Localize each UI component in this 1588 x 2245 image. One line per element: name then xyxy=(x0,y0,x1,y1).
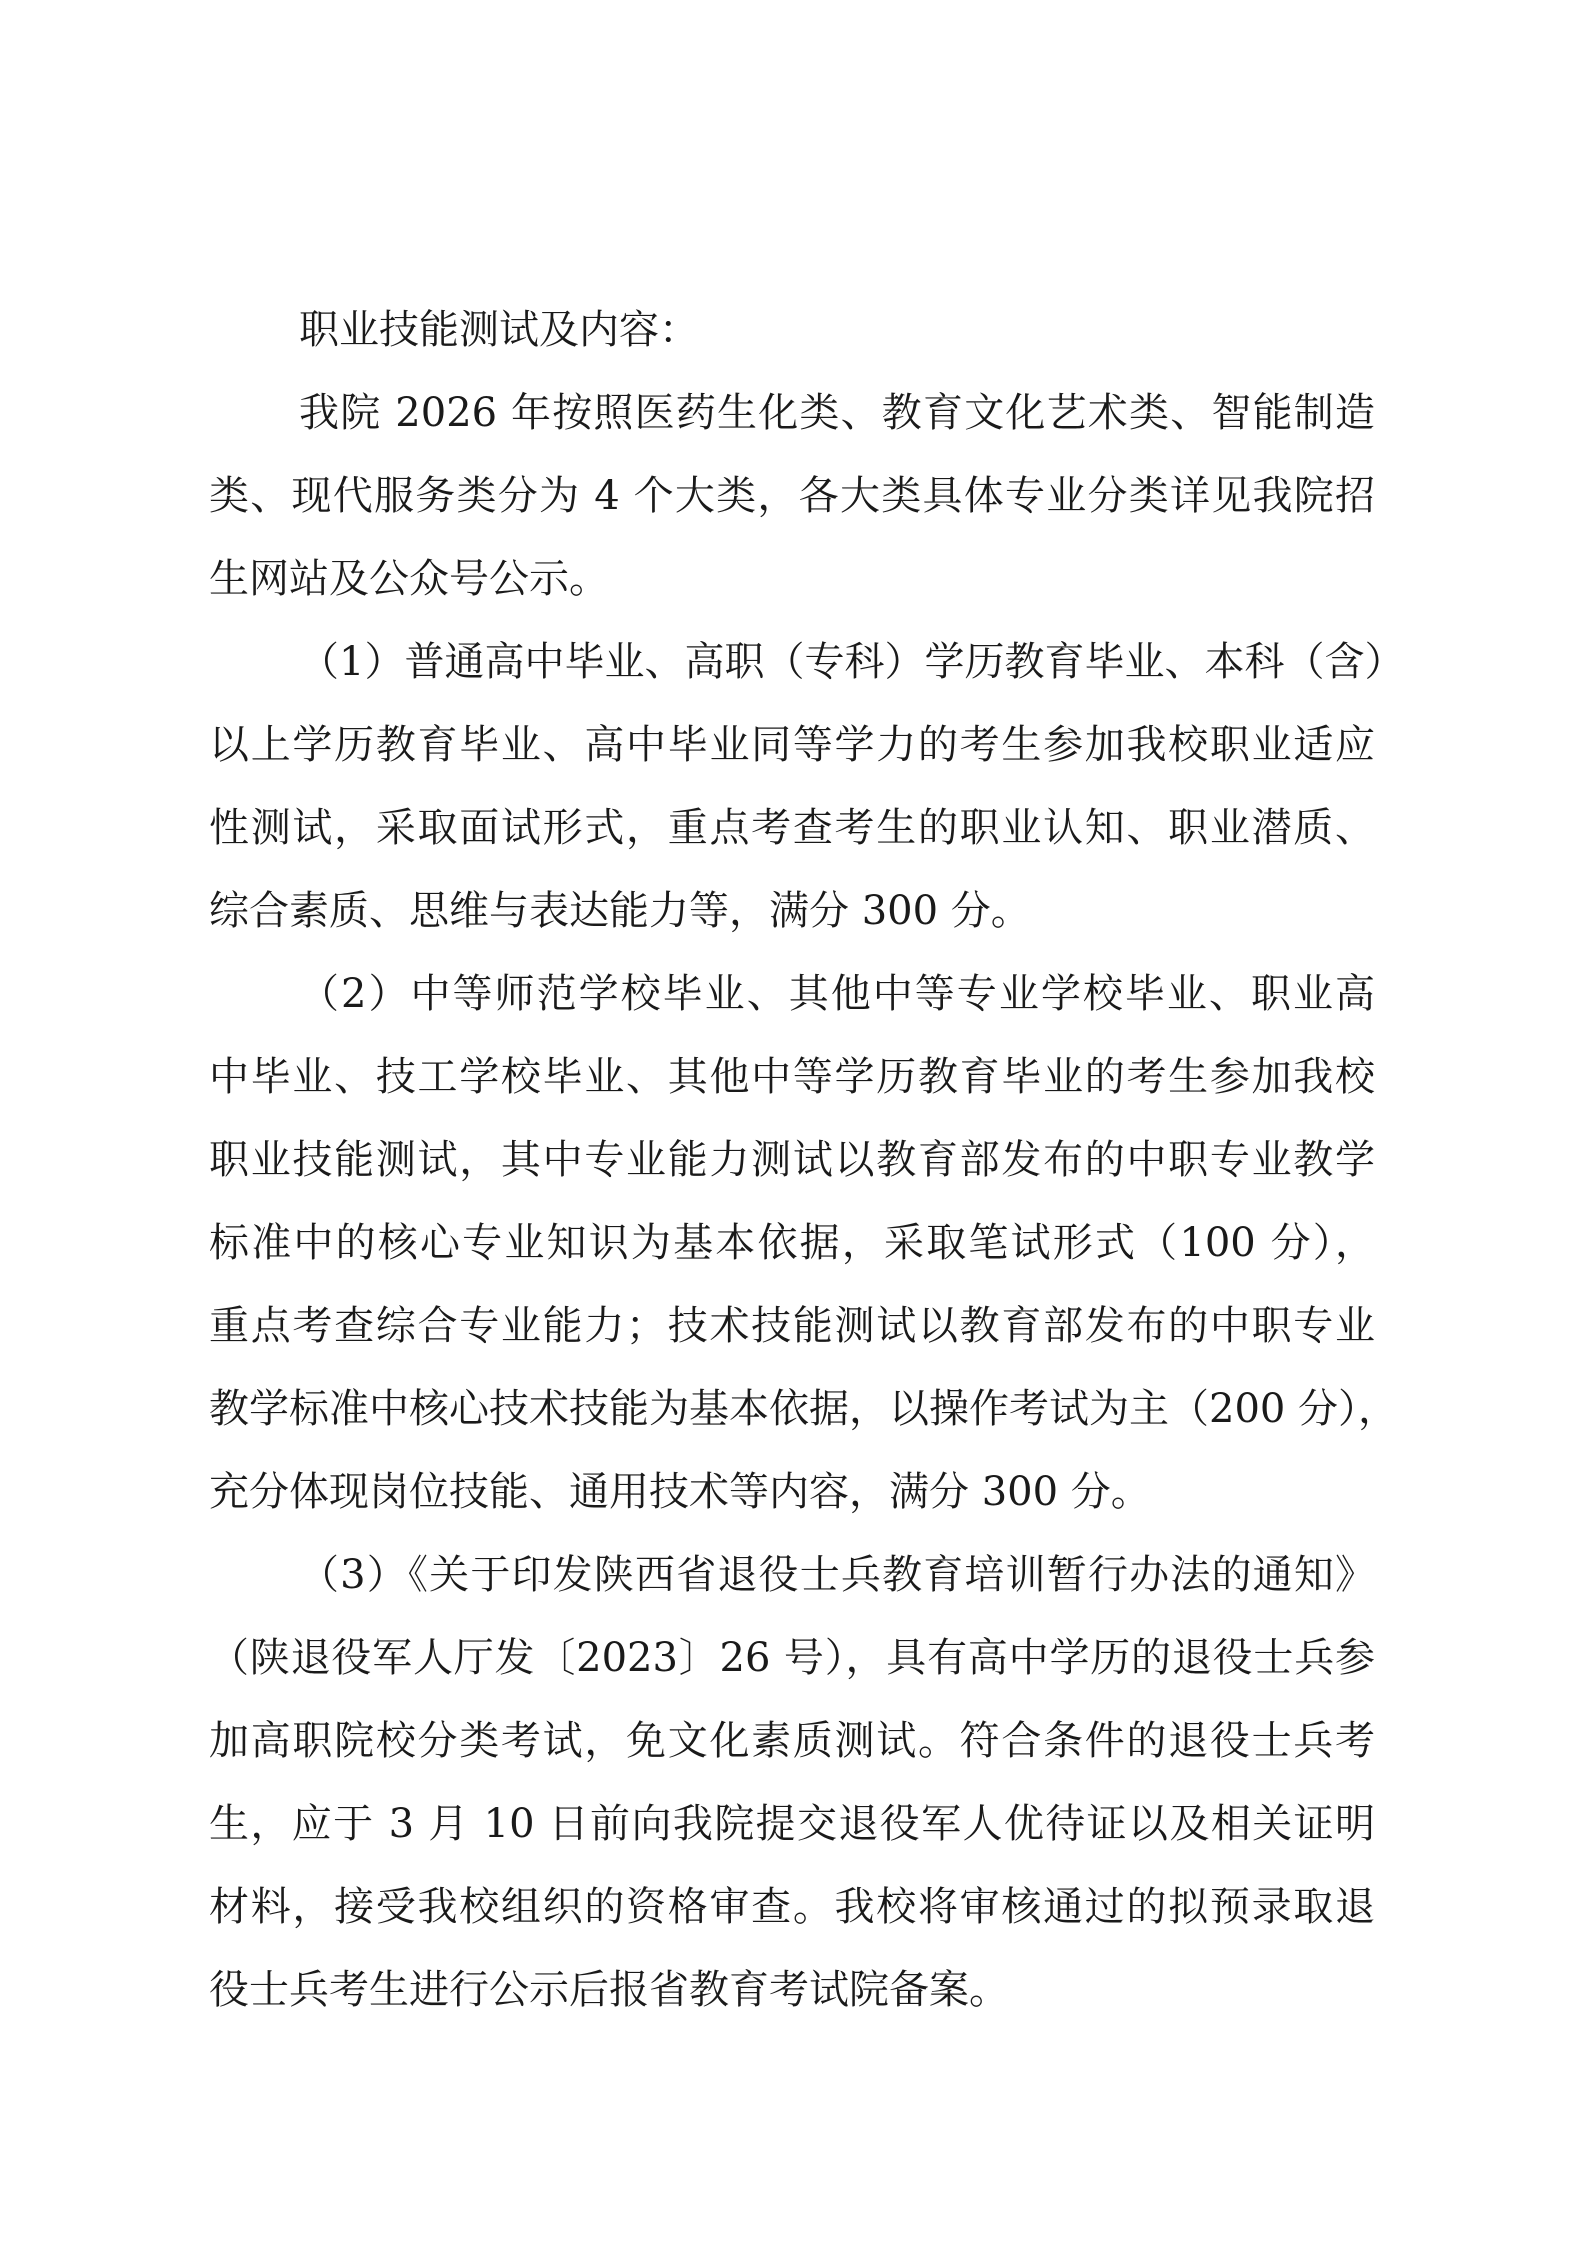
text-line: 加高职院校分类考试，免文化素质测试。符合条件的退役士兵考 xyxy=(209,1718,1375,1764)
paragraph-line xyxy=(0,1047,1588,1107)
text-line: 综合素质、思维与表达能力等，满分 300 分。 xyxy=(209,888,1031,934)
paragraph-line xyxy=(0,466,1588,526)
text-line: 生网站及公众号公示。 xyxy=(209,556,609,602)
paragraph-line xyxy=(0,1628,1588,1688)
paragraph-line xyxy=(0,964,1588,1024)
text-line: 性测试，采取面试形式，重点考查考生的职业认知、职业潜质、 xyxy=(209,805,1375,851)
text-line: 役士兵考生进行公示后报省教育考试院备案。 xyxy=(209,1967,1009,2013)
paragraph-line xyxy=(0,383,1588,443)
text-line: 材料，接受我校组织的资格审查。我校将审核通过的拟预录取退 xyxy=(209,1884,1375,1930)
text-line: 中毕业、技工学校毕业、其他中等学历教育毕业的考生参加我校 xyxy=(209,1054,1375,1100)
paragraph-line xyxy=(0,549,1588,609)
text-line: 职业技能测试及内容： xyxy=(299,307,699,353)
paragraph-line xyxy=(0,1794,1588,1854)
text-line: 以上学历教育毕业、高中毕业同等学力的考生参加我校职业适应 xyxy=(209,722,1375,768)
paragraph-line xyxy=(0,1545,1588,1605)
paragraph-line xyxy=(0,881,1588,941)
paragraph-line xyxy=(0,715,1588,775)
text-line: 重点考查综合专业能力；技术技能测试以教育部发布的中职专业 xyxy=(209,1303,1375,1349)
text-line: （1）普通高中毕业、高职（专科）学历教育毕业、本科（含） xyxy=(299,639,1405,685)
paragraph-line xyxy=(0,1379,1588,1439)
text-line: 我院 2026 年按照医药生化类、教育文化艺术类、智能制造 xyxy=(299,390,1375,436)
paragraph-line xyxy=(0,1213,1588,1273)
paragraph-line xyxy=(0,1130,1588,1190)
paragraph-line xyxy=(0,1960,1588,2020)
paragraph-line xyxy=(0,1877,1588,1937)
text-line: 教学标准中核心技术技能为基本依据，以操作考试为主（200 分）， xyxy=(209,1386,1399,1432)
paragraph-line xyxy=(0,632,1588,692)
text-line: 充分体现岗位技能、通用技术等内容，满分 300 分。 xyxy=(209,1469,1151,1515)
text-line: （3）《关于印发陕西省退役士兵教育培训暂行办法的通知》 xyxy=(299,1552,1375,1598)
text-line: 职业技能测试，其中专业能力测试以教育部发布的中职专业教学 xyxy=(209,1137,1375,1183)
text-line: 标准中的核心专业知识为基本依据，采取笔试形式（100 分）， xyxy=(209,1220,1375,1266)
paragraph-line xyxy=(0,1462,1588,1522)
text-line: 类、现代服务类分为 4 个大类，各大类具体专业分类详见我院招 xyxy=(209,473,1375,519)
section-heading xyxy=(0,300,1588,360)
paragraph-line xyxy=(0,1296,1588,1356)
text-line: 生，应于 3 月 10 日前向我院提交退役军人优待证以及相关证明 xyxy=(209,1801,1375,1847)
text-line: （2）中等师范学校毕业、其他中等专业学校毕业、职业高 xyxy=(299,971,1375,1017)
paragraph-line xyxy=(0,1711,1588,1771)
text-line: （陕退役军人厅发〔2023〕26 号），具有高中学历的退役士兵参 xyxy=(209,1635,1375,1681)
paragraph-line xyxy=(0,798,1588,858)
